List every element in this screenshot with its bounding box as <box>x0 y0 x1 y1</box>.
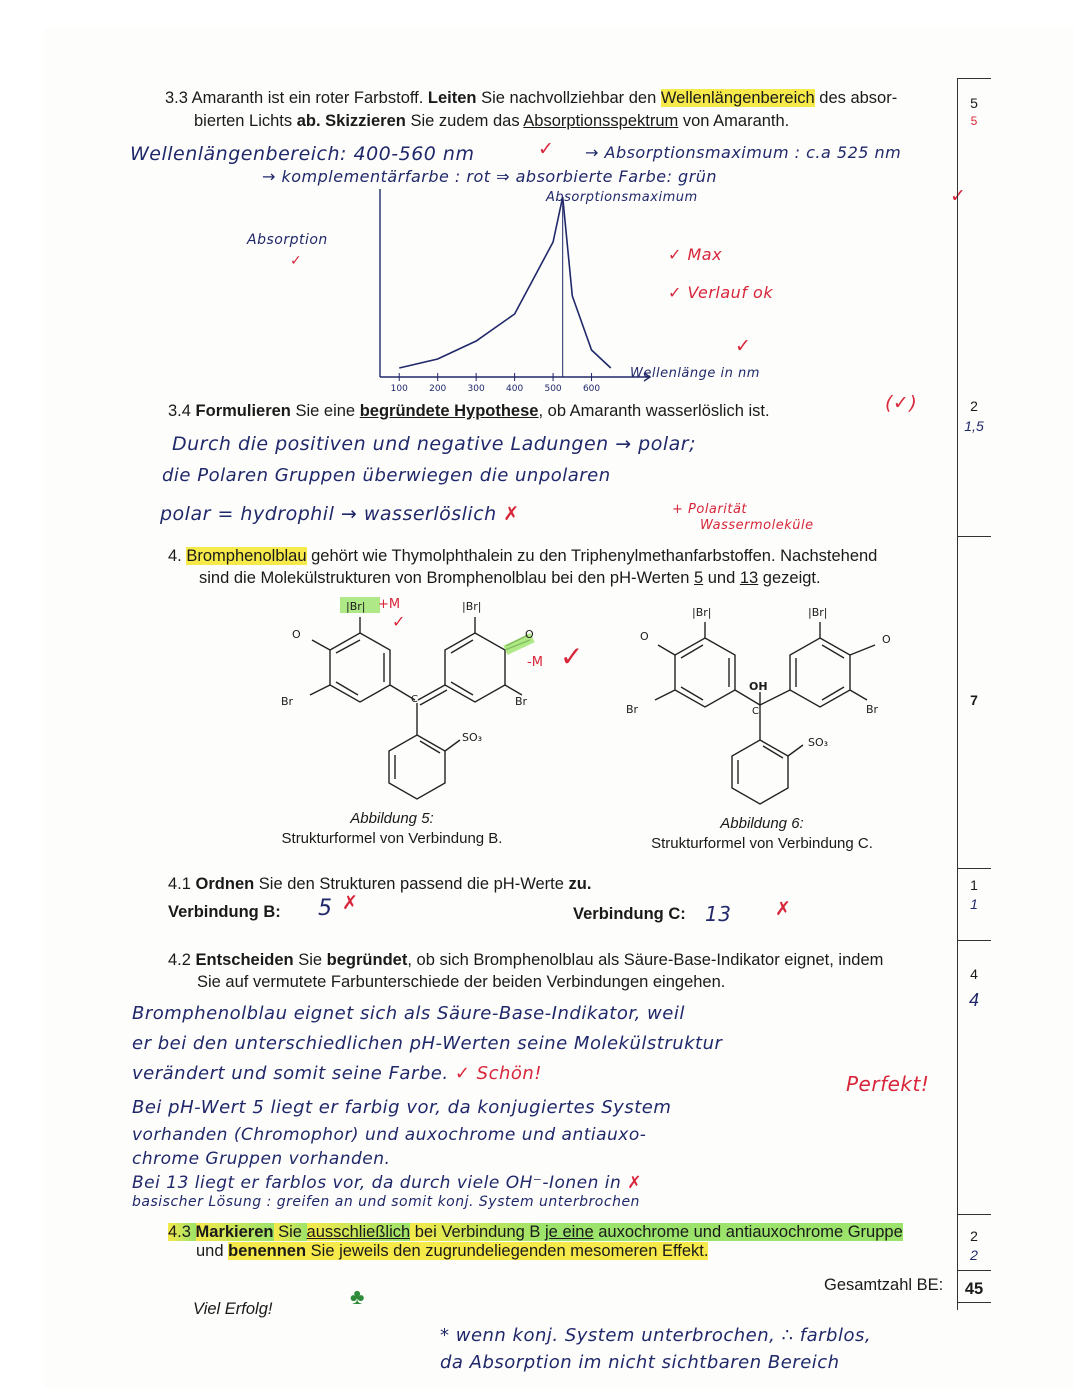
ph-value: 5 <box>693 569 704 587</box>
task-4-3-prompt-line1 <box>168 1222 903 1242</box>
verbindung-b-answer: 5 <box>318 896 333 921</box>
label-oh: OH <box>749 680 768 693</box>
task-3-3-prompt-line2 <box>194 111 789 131</box>
note-perfekt: Perfekt! <box>846 1072 930 1096</box>
answer-3-3-line1a: Wellenlängenbereich: 400-560 nm <box>130 143 475 165</box>
prompt-text: 3.3 Amaranth ist ein roter Farbstoff. <box>165 89 428 107</box>
note-wassermolekuele: Wassermoleküle <box>700 518 814 533</box>
viel-erfolg: Viel Erfolg! <box>193 1300 273 1318</box>
footnote-line1: * wenn konj. System unterbrochen, ∴ farblos, <box>440 1325 872 1346</box>
prompt-text: bierten Lichts <box>194 112 297 130</box>
underlined-term: Absorptionsspektrum <box>523 112 679 130</box>
x-tick-label: 100 <box>390 384 408 394</box>
score-divider <box>957 1214 991 1215</box>
operator-verb: Ordnen <box>195 875 255 893</box>
chart-y-label: Absorption <box>247 232 328 248</box>
note-verlauf: ✓ Verlauf ok <box>668 283 774 302</box>
score-3-3-max: 5 <box>970 95 978 111</box>
score-divider <box>957 1270 991 1271</box>
label-o-left: O <box>640 630 649 643</box>
label-br-top-left: |Br| <box>692 606 712 619</box>
spectrum-line <box>399 197 611 368</box>
label-o-left: O <box>292 628 301 641</box>
check-mark: ✓ <box>950 185 967 207</box>
fig6-caption-text: Strukturformel von Verbindung C. <box>651 835 873 852</box>
gesamtzahl-value: 45 <box>964 1280 984 1298</box>
operator-verb: Entscheiden <box>195 951 294 969</box>
task-4-1-prompt <box>168 874 591 894</box>
prompt-text: bei Verbindung B <box>410 1223 546 1241</box>
benzene-ring-left <box>675 638 735 707</box>
label-so3: SO₃ <box>808 736 829 749</box>
answer-4-2-line6: chrome Gruppen vorhanden. <box>132 1149 391 1169</box>
check-mark: ✓ <box>560 640 584 673</box>
score-4-max: 7 <box>970 692 978 708</box>
chart-title: Absorptionsmaximum <box>546 190 698 205</box>
prompt-text: 3.4 <box>168 402 196 420</box>
answer-4-2-line2: er bei den unterschiedlichen pH-Werten seine Molekülstruktur <box>132 1033 723 1054</box>
operator-verb: zu. <box>568 875 592 893</box>
prompt-text: Sie <box>273 1223 307 1241</box>
highlighted-term: Bromphenolblau <box>186 547 307 565</box>
answer-4-2-line1: Bromphenolblau eignet sich als Säure-Base-Indikator, weil <box>132 1003 685 1024</box>
quinoid-ring-right <box>445 633 505 702</box>
operator-verb: Leiten <box>427 89 477 107</box>
prompt-text: 4.2 <box>168 951 196 969</box>
note-max: ✓ Max <box>668 245 723 264</box>
label-minus-m: -M <box>527 655 543 670</box>
prompt-text: Sie den Strukturen passend die pH-Werte <box>254 875 569 893</box>
score-3-4-max: 2 <box>970 398 978 414</box>
chart-x-label: Wellenlänge in nm <box>630 366 760 381</box>
label-br-top-left: |Br| <box>346 600 366 613</box>
check-mark: ✓ <box>392 612 406 631</box>
benzene-ring-right <box>790 638 850 707</box>
prompt-text: 4.1 <box>168 875 196 893</box>
operator-verb: Formulieren <box>195 402 291 420</box>
x-tick-label: 300 <box>467 384 485 394</box>
score-4-3-max: 2 <box>970 1228 978 1244</box>
label-o-right: O <box>882 633 891 646</box>
score-divider <box>957 78 991 79</box>
task-4-3-prompt-line2 <box>196 1241 708 1261</box>
task-4-prompt-line2 <box>199 568 821 588</box>
label-c: C <box>411 694 418 705</box>
prompt-text: Sie nachvollziehbar den <box>476 89 661 107</box>
label-plus-m: +M <box>378 597 401 612</box>
benzene-ring-bottom <box>389 735 445 799</box>
benzene-ring-bottom <box>732 740 788 804</box>
operator-verb: ab. Skizzieren <box>296 112 406 130</box>
verbindung-c-answer: 13 <box>705 902 732 926</box>
note-polaritaet: + Polarität <box>672 502 748 517</box>
score-divider <box>957 868 991 869</box>
score-4-3-achieved: 2 <box>970 1247 978 1263</box>
prompt-text: sind die Molekülstrukturen von Bromphenolblau bei den pH-Werten <box>199 569 694 587</box>
prompt-text: gehört wie Thymolphthalein zu den Triphenylmethanfarbstoffen. Nachstehend <box>306 547 878 565</box>
underlined-term: je eine <box>545 1223 594 1241</box>
answer-3-4-line1: Durch die positiven und negative Ladungen → polar; <box>172 433 696 455</box>
prompt-text: 4. <box>168 547 187 565</box>
x-tick-label: 200 <box>429 384 447 394</box>
cross-mark: ✗ <box>342 892 359 914</box>
answer-4-2-line8: basischer Lösung : greifen an und somit konj. System unterbrochen <box>132 1194 640 1210</box>
verbindung-b-label: Verbindung B: <box>168 903 281 921</box>
label-br-top-right: |Br| <box>808 606 828 619</box>
prompt-text: Sie jeweils den zugrundeliegenden mesomeren Effekt. <box>306 1242 709 1260</box>
task-3-4-prompt <box>168 401 770 421</box>
check-mark: ✓ <box>290 253 303 269</box>
score-4-2-achieved: 4 <box>968 990 979 1010</box>
prompt-text: , ob Amaranth wasserlöslich ist. <box>538 402 770 420</box>
prompt-text: gezeigt. <box>758 569 821 587</box>
ph-value: 13 <box>739 569 759 587</box>
answer-3-4-line3: polar = hydrophil → wasserlöslich ✗ <box>160 503 520 525</box>
answer-4-2-line4: Bei pH-Wert 5 liegt er farbig vor, da konjugiertes System <box>132 1097 672 1118</box>
label-br-top-right: |Br| <box>462 600 482 613</box>
task-4-2-prompt-line1 <box>168 950 883 970</box>
clover-icon: ♣ <box>350 1284 365 1309</box>
label-br-right: Br <box>515 695 528 708</box>
prompt-text: 4.3 <box>168 1223 196 1241</box>
score-4-1-max: 1 <box>970 877 978 893</box>
gesamtzahl-label: Gesamtzahl BE: <box>824 1276 944 1294</box>
absorption-spectrum-chart <box>300 185 650 405</box>
score-3-3-achieved: 5 <box>970 114 978 128</box>
answer-3-4-line2: die Polaren Gruppen überwiegen die unpolaren <box>162 465 611 486</box>
benzene-ring-left <box>330 633 390 702</box>
check-paren: (✓) <box>885 392 918 414</box>
score-4-2-max: 4 <box>970 966 978 982</box>
operator-verb: Markieren <box>195 1223 274 1241</box>
footnote-line2: da Absorption im nicht sichtbaren Bereich <box>440 1352 840 1373</box>
score-divider <box>957 1302 991 1303</box>
underlined-term: ausschließlich <box>306 1223 411 1241</box>
label-o-right: O <box>525 628 534 641</box>
prompt-text: auxochrome und antiauxochrome Gruppe <box>593 1223 903 1241</box>
prompt-text: Sie zudem das <box>405 112 524 130</box>
operator-term: begründete Hypothese <box>359 402 539 420</box>
operator-verb: benennen <box>228 1242 307 1260</box>
answer-4-2-line7: Bei 13 liegt er farblos vor, da durch viele OH⁻-Ionen in ✗ <box>132 1173 642 1193</box>
label-br-right: Br <box>866 703 879 716</box>
verbindung-c-label: Verbindung C: <box>573 905 686 923</box>
highlighted-term: Wellenlängenbereich <box>660 89 815 107</box>
label-br-left: Br <box>626 703 639 716</box>
answer-4-2-line3: verändert und somit seine Farbe. ✓ Schön! <box>132 1063 543 1084</box>
label-c: C <box>752 706 759 717</box>
label-br-left: Br <box>281 695 294 708</box>
prompt-text: Sie eine <box>290 402 360 420</box>
answer-3-3-line2: → komplementärfarbe : rot ⇒ absorbierte Farbe: grün <box>262 167 718 186</box>
operator-verb: begründet <box>326 951 408 969</box>
answer-4-2-line5: vorhanden (Chromophor) und auxochrome und antiauxo- <box>132 1125 647 1145</box>
check-mark: ✓ <box>735 335 752 357</box>
prompt-text: von Amaranth. <box>678 112 790 130</box>
task-3-3-prompt-line1 <box>165 88 897 108</box>
score-divider <box>957 536 991 537</box>
x-tick-label: 500 <box>544 384 562 394</box>
x-tick-label: 400 <box>506 384 524 394</box>
prompt-text: Sie <box>293 951 327 969</box>
score-divider <box>957 940 991 941</box>
fig5-caption-text: Strukturformel von Verbindung B. <box>281 830 503 847</box>
check-mark: ✓ <box>538 138 555 160</box>
fig6-caption-title: Abbildung 6: <box>720 815 804 832</box>
fig5-caption-title: Abbildung 5: <box>350 810 434 827</box>
score-3-4-achieved: 1,5 <box>964 418 984 434</box>
score-4-1-achieved: 1 <box>970 896 978 912</box>
x-tick-label: 600 <box>582 384 601 394</box>
answer-3-3-line1b: → Absorptionsmaximum : c.a 525 nm <box>585 143 902 162</box>
task-4-2-prompt-line2: Sie auf vermutete Farbunterschiede der beiden Verbindungen eingehen. <box>197 973 726 991</box>
label-so3: SO₃ <box>462 731 483 744</box>
task-4-prompt-line1 <box>168 546 877 566</box>
prompt-text: und <box>196 1242 229 1260</box>
cross-mark: ✗ <box>775 898 792 920</box>
prompt-text: des absor- <box>814 89 898 107</box>
prompt-text: und <box>703 569 740 587</box>
prompt-text: , ob sich Bromphenolblau als Säure-Base-Indikator eignet, indem <box>407 951 884 969</box>
